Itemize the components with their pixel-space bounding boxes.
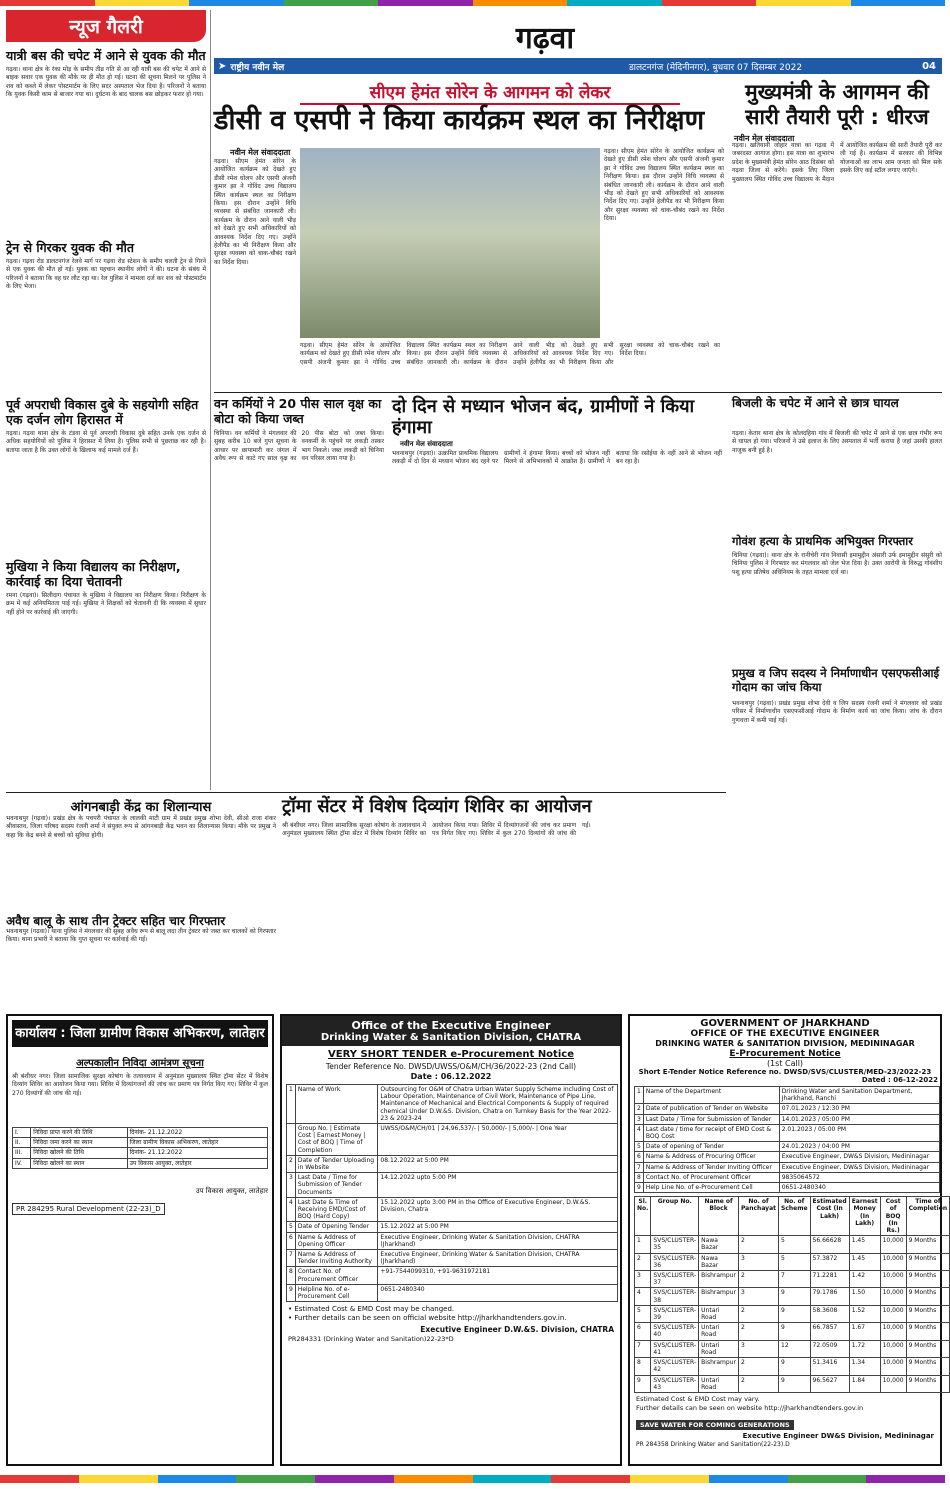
chatra-row-cell: Name of Work bbox=[295, 1085, 378, 1124]
jh-group-row-cell: 5 bbox=[635, 1305, 651, 1322]
latehar-row-cell: I. bbox=[13, 1128, 31, 1138]
camp-title: ट्रॉमा सेंटर में विशेष दिव्यांग शिविर का आयोजन bbox=[282, 796, 592, 817]
jh-group-row-cell: 9 Months bbox=[906, 1271, 950, 1288]
jh-info-row-cell: 5 bbox=[635, 1142, 644, 1152]
jh-info-row-cell: 3 bbox=[635, 1114, 644, 1124]
jh-group-row bbox=[635, 1253, 950, 1270]
gowansh-title: गोवंश हत्या के प्राथमिक अभियुक्त गिरफ्तार bbox=[732, 534, 913, 548]
jh-info-row-cell: Executive Engineer, DW&S Division, Medininagar bbox=[779, 1152, 939, 1162]
jh-info-row-cell: 07.01.2023 / 12:30 PM bbox=[779, 1104, 939, 1114]
jh-info-row-cell: 24.01.2023 / 04:00 PM bbox=[779, 1142, 939, 1152]
jh-group-row-cell: 2 bbox=[738, 1375, 778, 1392]
top-color-strip bbox=[0, 0, 945, 6]
latehar-row-cell: III. bbox=[13, 1148, 31, 1158]
jh-group-row-cell: 10,000 bbox=[880, 1305, 906, 1322]
jh-group-row-cell: 2 bbox=[738, 1358, 778, 1375]
latehar-row-cell: जिला ग्रामीण विकास अभिकरण, लातेहार bbox=[127, 1138, 267, 1148]
jh-info-row bbox=[635, 1124, 940, 1141]
jh-info-row bbox=[635, 1172, 940, 1182]
latehar-row bbox=[13, 1138, 268, 1148]
latehar-row-cell: निविदा खोलने की तिथि bbox=[31, 1148, 127, 1158]
main-byline: नवीन मेल संवाददाता bbox=[230, 148, 291, 157]
gowansh-body: चिनिया (गढ़वा)। थाना क्षेत्र के रानीचेरी गांव निवासी इमामुद्दीन अंसारी उर्फ इमामुद्दीन संसुरी को चिनिया पुलिस ने गिरफ्तार कर मंगलवार को जेल भेज दिया है। उक्त आरोपी के विरुद्ध गोवंशीय पशु हत्या प्रतिषेध अधिनियम के तहत मामला दर्ज था। bbox=[732, 552, 942, 576]
jh-group-row-cell: 1.67 bbox=[849, 1323, 880, 1340]
jh-group-row-cell: 10,000 bbox=[880, 1253, 906, 1270]
jh-info-row-cell: 4 bbox=[635, 1124, 644, 1141]
chatra-row-cell: 5 bbox=[287, 1222, 296, 1232]
latehar-intro: श्री बंशीधर नगर। जिला सामाजिक सुरक्षा कोषांग के तत्वावधान में अनुमंडल मुख्यालय स्थित ट्रॉमा सेंटर में विशेष दिव्यांग शिविर का आयोजन किया गया। शिविर में दिव्यांगजनों की जांच कर प्रमाण पत्र निर्गत किए गए। शिविर में कुल 270 दिव्यांगों की जांच की गई। bbox=[12, 1073, 268, 1097]
jh-group-row-cell: 1.72 bbox=[849, 1340, 880, 1357]
jh-group-row-cell: 1.45 bbox=[849, 1236, 880, 1253]
latehar-row bbox=[13, 1148, 268, 1158]
story-bus-title: यात्री बस की चपेट में आने से युवक की मौत bbox=[6, 48, 206, 63]
jh-group-row-cell: 9 bbox=[779, 1305, 811, 1322]
chatra-ref: Tender Reference No. DWSD/UWSS/O&M/CH/36/2022-23 (2nd Call) bbox=[325, 1062, 577, 1071]
jh-group-row bbox=[635, 1375, 950, 1392]
jh-sign: Executive Engineer DW&S Division, Medininagar bbox=[742, 1431, 934, 1440]
jh-group-row-cell: 6 bbox=[635, 1323, 651, 1340]
jh-group-row bbox=[635, 1323, 950, 1340]
jh-group-row-cell: 9 bbox=[779, 1358, 811, 1375]
jh-info-row-cell: Date of opening of Tender bbox=[643, 1142, 779, 1152]
jh-group-row-cell: 3 bbox=[738, 1340, 778, 1357]
jh-call: (1st Call) bbox=[766, 1059, 804, 1068]
jh-date: Dated : 06-12-2022 bbox=[861, 1076, 938, 1084]
story-mukhiya-body: रमना (गढ़वा)। सिलीदाग पंचायत के मुखिया ने विद्यालय का निरीक्षण किया। निरीक्षण के क्रम में कई अनियमितता पाई गई। मुखिया ने शिक्षकों को चेतावनी दी कि व्यवस्था में सुधार नहीं होने पर कार्रवाई की जाएगी। bbox=[6, 592, 206, 616]
jh-header bbox=[630, 1016, 940, 1084]
chatra-row-cell: 14.12.2022 upto 5:00 PM bbox=[378, 1173, 618, 1198]
jh-group-row-cell: 57.3872 bbox=[810, 1253, 849, 1270]
inspection-photo bbox=[300, 148, 600, 338]
chatra-row bbox=[287, 1267, 618, 1284]
chatra-foot2: • Further details can be seen on official website http://jharkhandtenders.gov.in. bbox=[288, 1314, 567, 1323]
jh-group-row bbox=[635, 1305, 950, 1322]
jh-group-row-cell: 10,000 bbox=[880, 1271, 906, 1288]
story-bus-body: गढ़वा। थाना क्षेत्र के रंका मोड़ के समीप तीव्र गति से आ रही यात्री बस की चपेट में आने से बाइक सवार एक युवक की मौके पर ही मौत हो गई। घटना की सूचना मिलने पर पुलिस ने शव को कब्जे में लेकर पोस्टमार्टम के लिए सदर अस्पताल भेज दिया है। परिजनों ने बताया कि युवक किसी काम से बाजार गया था। दुर्घटना के बाद चालक बस छोड़कर फरार हो गया। bbox=[6, 66, 206, 99]
chatra-row-cell: 6 bbox=[287, 1232, 296, 1249]
chatra-row-cell: Outsourcing for O&M of Chatra Urban Water Supply Scheme including Cost of Labour Operation, Maintenance of Civil Work, Maintenance of Pipe Line, Maintenance of Mechanical and Electrical Components & Supply of required chemical Under D.W.&S. Division, Chatra on Turnkey Basis for the Year 2022-23 & 2023-24 bbox=[378, 1085, 618, 1124]
jh-group-header: Time of Completion bbox=[906, 1197, 950, 1236]
meal-title: दो दिन से मध्यान भोजन बंद, ग्रामीणों ने किया हंगामा bbox=[392, 396, 695, 438]
latehar-title: कार्यालय : जिला ग्रामीण विकास अभिकरण, लातेहार bbox=[12, 1020, 268, 1047]
latehar-row-cell: II. bbox=[13, 1138, 31, 1148]
jh-info-row-cell: Help Line No. of e-Procurement Cell bbox=[643, 1183, 779, 1193]
chatra-pr: PR284331 (Drinking Water and Sanitation)22-23*D bbox=[288, 1335, 454, 1344]
chatra-row-cell: 08.12.2022 at 5:00 PM bbox=[378, 1155, 618, 1172]
story-mukhiya-title: मुखिया ने किया विद्यालय का निरीक्षण, कार्रवाई का दिया चेतावनी bbox=[6, 559, 181, 589]
story-vikas-title: पूर्व अपराधी विकास दुबे के सहयोगी सहित एक दर्जन लोग हिरासत में bbox=[6, 397, 199, 427]
latehar-row bbox=[13, 1158, 268, 1168]
jh-group-row-cell: 1.84 bbox=[849, 1375, 880, 1392]
jh-group-row-cell: Bishrampur bbox=[699, 1358, 739, 1375]
jh-group-row-cell: 10,000 bbox=[880, 1323, 906, 1340]
jh-group-row-cell: Untari Road bbox=[699, 1340, 739, 1357]
latehar-row-cell: IV. bbox=[13, 1158, 31, 1168]
chatra-title1: Office of the Executive Engineer bbox=[351, 1019, 551, 1032]
story-train-title: ट्रेन से गिरकर युवक की मौत bbox=[6, 240, 135, 255]
jh-group-row-cell: 1.45 bbox=[849, 1253, 880, 1270]
chatra-sign: Executive Engineer D.W.&S. Division, CHATRA bbox=[420, 1325, 614, 1335]
jh-info-row bbox=[635, 1087, 940, 1104]
jh-group-row-cell: 10,000 bbox=[880, 1236, 906, 1253]
jh-foot1: Estimated Cost & EMD Cost may vary. bbox=[636, 1394, 760, 1403]
chatra-row bbox=[287, 1155, 618, 1172]
jh-info-row-cell: 1 bbox=[635, 1087, 644, 1104]
chatra-row-cell: Name & Address of Tender Inviting Authority bbox=[295, 1250, 378, 1267]
chatra-row-cell: 15.12.2022 at 5:00 PM bbox=[378, 1222, 618, 1232]
jh-group-row-cell: 58.3608 bbox=[810, 1305, 849, 1322]
chatra-row-cell: 4 bbox=[287, 1197, 296, 1222]
brand-logo-icon: ➤ bbox=[218, 60, 227, 72]
chatra-row bbox=[287, 1222, 618, 1232]
jh-group-row-cell: 9 bbox=[779, 1288, 811, 1305]
jh-group-row-cell: SVS/CLUSTER-38 bbox=[651, 1288, 699, 1305]
chatra-row-cell: 3 bbox=[287, 1173, 296, 1198]
latehar-row-cell: निविदा जमा करने का स्थान bbox=[31, 1138, 127, 1148]
jh-group-row-cell: Nawa Bazar bbox=[699, 1236, 739, 1253]
chatra-row-cell: 7 bbox=[287, 1250, 296, 1267]
jh-save: SAVE WATER FOR COMING GENERATIONS bbox=[636, 1420, 794, 1430]
jh-group-row-cell: 3 bbox=[738, 1253, 778, 1270]
jh-info-row bbox=[635, 1142, 940, 1152]
jh-group-row-cell: SVS/CLUSTER-36 bbox=[651, 1253, 699, 1270]
jh-group-row-cell: SVS/CLUSTER-37 bbox=[651, 1271, 699, 1288]
godown-title: प्रमुख व जिप सदस्य ने निर्माणाधीन एसएफसीआई गोदाम का जांच किया bbox=[732, 666, 940, 694]
chatra-row bbox=[287, 1197, 618, 1222]
right-body: गढ़वा। खतियानी जोहार यात्रा का गढ़वा में जबरदस्त आगाज होगा। इस यात्रा का शुभारंभ प्रदेश के मुख्यमंत्री हेमंत सोरेन आठ दिसंबर को गढ़वा जिला से करेंगे। इसके लिए जिला मुख्यालय स्थित गोविंद उच्च विद्यालय के मैदान में आयोजित कार्यक्रम की सारी तैयारी पूरी कर ली गई है। कार्यक्रम में सरकार की विभिन्न योजनाओं का लाभ आम जनता को मिल सके इसके लिए कई स्टॉल लगाए जाएंगे। bbox=[732, 142, 942, 183]
story-train-body: गढ़वा। गढ़वा रोड डालटनगंज रेलवे मार्ग पर गढ़वा रोड स्टेशन के समीप चलती ट्रेन से गिरने से एक युवक की मौत हो गई। युवक का पहचान स्थानीय लोगों ने की। घटना के संबंध में परिजनों ने बताया कि वह घर लौट रहा था। रेल पुलिस ने मामला दर्ज कर शव को पोस्टमार्टम के लिए भेजा। bbox=[6, 258, 206, 291]
jh-info-row-cell: 2 bbox=[635, 1104, 644, 1114]
jh-group-header: Sl. No. bbox=[635, 1197, 651, 1236]
jh-group-row-cell: 5 bbox=[779, 1253, 811, 1270]
latehar-sub: अल्पकालीन निविदा आमंत्रण सूचना bbox=[76, 1058, 204, 1069]
jh-group-row-cell: 1.52 bbox=[849, 1305, 880, 1322]
chatra-notice bbox=[280, 1014, 622, 1466]
jh-group-row-cell: 9 bbox=[779, 1375, 811, 1392]
jh-group-header: Cost of BOQ (In Rs.) bbox=[880, 1197, 906, 1236]
jh-group-row-cell: 2 bbox=[738, 1236, 778, 1253]
chatra-row-cell: 2 bbox=[287, 1155, 296, 1172]
jh-group-row-cell: SVS/CLUSTER-39 bbox=[651, 1305, 699, 1322]
chatra-row-cell: Executive Engineer, Drinking Water & Sanitation Division, CHATRA (Jharkhand) bbox=[378, 1250, 618, 1267]
jh-office: OFFICE OF THE EXECUTIVE ENGINEER bbox=[690, 1029, 880, 1039]
chatra-row bbox=[287, 1085, 618, 1124]
jh-group-row-cell: Untari Road bbox=[699, 1305, 739, 1322]
latehar-row-cell: दिनांक- 21.12.2022 bbox=[127, 1128, 267, 1138]
divider-2 bbox=[6, 792, 726, 793]
brand-name: राष्ट्रीय नवीन मेल bbox=[230, 62, 285, 73]
column-divider bbox=[210, 10, 211, 790]
jh-group-row-cell: 9 Months bbox=[906, 1236, 950, 1253]
jh-group-row-cell: 7 bbox=[635, 1340, 651, 1357]
jh-group-row-cell: 2 bbox=[738, 1323, 778, 1340]
chatra-row-cell: 0651-2480340 bbox=[378, 1284, 618, 1301]
jh-foot2: Further details can be seen on website http://jharkhandtenders.gov.in bbox=[636, 1403, 864, 1412]
chatra-row bbox=[287, 1250, 618, 1267]
jh-group-row-cell: Nawa Bazar bbox=[699, 1253, 739, 1270]
chatra-row bbox=[287, 1284, 618, 1301]
chatra-row-cell: Date of Opening Tender bbox=[295, 1222, 378, 1232]
chatra-row-cell: Contact No. of Procurement Officer bbox=[295, 1267, 378, 1284]
jh-group-row-cell: Untari Road bbox=[699, 1323, 739, 1340]
latehar-row-cell: निविदा खोलने का स्थान bbox=[31, 1158, 127, 1168]
jh-group-row-cell: 9 Months bbox=[906, 1358, 950, 1375]
anganwadi-title: आंगनबाड़ी केंद्र का शिलान्यास bbox=[70, 800, 212, 815]
jh-info-row-cell: 14.01.2023 / 05:00 PM bbox=[779, 1114, 939, 1124]
jh-info-row-cell: Drinking Water and Sanitation Department, Jharkhand, Ranchi bbox=[779, 1087, 939, 1104]
jh-group-row-cell: SVS/CLUSTER-40 bbox=[651, 1323, 699, 1340]
jh-group-row-cell: 1 bbox=[635, 1236, 651, 1253]
latehar-row-cell: निविदा प्राप्त करने की तिथि bbox=[31, 1128, 127, 1138]
jh-group-row-cell: 9 Months bbox=[906, 1288, 950, 1305]
jh-group-row-cell: 9 Months bbox=[906, 1340, 950, 1357]
jh-group-row-cell: 9 bbox=[779, 1323, 811, 1340]
jh-info-row-cell: Last date / time for receipt of EMD Cost & BOQ Cost bbox=[643, 1124, 779, 1141]
jh-group-row bbox=[635, 1236, 950, 1253]
jh-pr: PR 284358 Drinking Water and Sanitation(22-23).D bbox=[636, 1440, 790, 1448]
jh-group-row-cell: SVS/CLUSTER-41 bbox=[651, 1340, 699, 1357]
latehar-table bbox=[12, 1127, 268, 1169]
jh-info-row-cell: 9835064572 bbox=[779, 1172, 939, 1182]
jh-info-row-cell: Contact No. of Procurement Officer bbox=[643, 1172, 779, 1182]
jharkhand-notice bbox=[628, 1014, 948, 1466]
main-body-side: गढ़वा। सीएम हेमंत सोरेन के आयोजित कार्यक्रम को देखते हुए डीसी रमेश घोलप और एसपी अंजनी कुमार झा ने गोविंद उच्च विद्यालय स्थित कार्यक्रम स्थल का निरीक्षण किया। इस दौरान उन्होंने विधि व्यवस्था से संबंधित जानकारी ली। कार्यक्रम के दौरान आने वाली भीड़ को देखते हुए सभी अधिकारियों को आवश्यक निर्देश दिए गए। उन्होंने हेलीपैड का भी निरीक्षण किया और सुरक्षा व्यवस्था को चाक-चौबंद रखने का निर्देश दिया। bbox=[604, 148, 724, 223]
jh-group-row-cell: SVS/CLUSTER-35 bbox=[651, 1236, 699, 1253]
chatra-row-cell: UWSS/O&M/CH/01 | 24,96,537/- | 50,000/- | 5,000/- | One Year bbox=[378, 1124, 618, 1156]
jh-info-row bbox=[635, 1162, 940, 1172]
godown-body: भवनाथपुर (गढ़वा)। प्रखंड प्रमुख शोभा देवी व जिप सदस्य रंजनी शर्मा ने मंगलवार को प्रखंड परिसर में निर्माणाधीन एसएफसीआई गोदाम के निर्माण कार्य का जांच किया। जांच के दौरान गुणवत्ता में कमी पाई गई। bbox=[732, 700, 942, 724]
tree-title: वन कर्मियों ने 20 पीस साल वृक्ष का बोटा को किया जब्त bbox=[214, 396, 382, 426]
jh-group-row-cell: 9 bbox=[635, 1375, 651, 1392]
chatra-title2: Drinking Water & Sanitation Division, CHATRA bbox=[320, 1032, 582, 1043]
jh-group-row-cell: 66.7857 bbox=[810, 1323, 849, 1340]
jh-group-row-cell: 2 bbox=[635, 1253, 651, 1270]
jh-group-row-cell: 56.66628 bbox=[810, 1236, 849, 1253]
jh-info-table bbox=[634, 1086, 940, 1193]
jh-group-row-cell: 3 bbox=[738, 1288, 778, 1305]
chatra-row-cell: 1 bbox=[287, 1085, 296, 1124]
jh-info-row-cell: Last Date / Time for Submission of Tender bbox=[643, 1114, 779, 1124]
divider-1 bbox=[214, 392, 942, 393]
camp-body: श्री बंशीधर नगर। जिला सामाजिक सुरक्षा कोषांग के तत्वावधान में अनुमंडल मुख्यालय स्थित ट्रॉमा सेंटर में विशेष दिव्यांग शिविर का आयोजन किया गया। शिविर में दिव्यांगजनों की जांच कर प्रमाण पत्र निर्गत किए गए। शिविर में कुल 270 दिव्यांगों की जांच की गई। bbox=[282, 822, 591, 838]
tree-body: चिनिया। वन कर्मियों ने मंगलवार की सुबह करीब 10 बजे गुप्त सूचना के आधार पर छापामारी कर जंगल में अवैध रूप से काटे गए साल वृक्ष का 20 पीस बोटा को जब्त किया। वनकर्मी के पहुंचने पर लकड़ी तस्कर भाग निकले। जब्त लकड़ी को चिनिया वन परिसर लाया गया है। bbox=[214, 430, 384, 463]
masthead: गढ़वा bbox=[515, 21, 575, 56]
jh-group-row-cell: Untari Road bbox=[699, 1375, 739, 1392]
chatra-row-cell: Date of Tender Uploading in Website bbox=[295, 1155, 378, 1172]
jh-group-header: No. of Panchayat bbox=[738, 1197, 778, 1236]
story-vikas-body: गढ़वा। गढ़वा थाना क्षेत्र के टंडवा से पूर्व अपराधी विकास दुबे सहित उनके एक दर्जन से अधिक सहयोगियों को पुलिस ने हिरासत में लिया है। पुलिस सभी से पूछताछ कर रही है। बताया जाता है कि उक्त लोगों के खिलाफ कई मामले दर्ज हैं। bbox=[6, 430, 206, 454]
latehar-notice bbox=[6, 1014, 274, 1466]
jh-group-row-cell: SVS/CLUSTER-43 bbox=[651, 1375, 699, 1392]
chatra-row-cell: Last Date & Time of Receiving EMD/Cost of BOQ (Hard Copy) bbox=[295, 1197, 378, 1222]
jh-group-header: Estimated Cost (In Lakh) bbox=[810, 1197, 849, 1236]
jh-group-row-cell: 10,000 bbox=[880, 1358, 906, 1375]
dateline: डालटनगंज (मेदिनीनगर), बुधवार 07 दिसम्बर 2022 bbox=[628, 62, 803, 73]
latehar-sign: उप विकास आयुक्त, लातेहार bbox=[195, 1186, 268, 1195]
latehar-ref: PR 284295 Rural Development (22-23)_D bbox=[12, 1203, 165, 1215]
jh-group-header: No. of Scheme bbox=[779, 1197, 811, 1236]
jh-info-row bbox=[635, 1183, 940, 1193]
chatra-foot1: • Estimated Cost & EMD Cost may be changed. bbox=[288, 1305, 455, 1314]
chatra-row-cell: Executive Engineer, Drinking Water & Sanitation Division, CHATRA (Jharkhand) bbox=[378, 1232, 618, 1249]
chatra-date: Date : 06.12.2022 bbox=[410, 1072, 492, 1081]
meal-byline: नवीन मेल संवाददाता bbox=[400, 440, 453, 448]
jh-group-row-cell: 10,000 bbox=[880, 1340, 906, 1357]
electric-title: बिजली के चपेट में आने से छात्र घायल bbox=[732, 396, 899, 410]
jh-info-row-cell: Name & Address of Procuring Officer bbox=[643, 1152, 779, 1162]
jh-info-row-cell: 7 bbox=[635, 1162, 644, 1172]
chatra-table bbox=[286, 1084, 618, 1302]
chatra-row-cell: Group No. | Estimate Cost | Earnest Money | Cost of BOQ | Time of Completion bbox=[295, 1124, 378, 1156]
main-kicker: सीएम हेमंत सोरेन के आगमन को लेकर bbox=[300, 80, 680, 105]
jh-info-row-cell: 0651-2480340 bbox=[779, 1183, 939, 1193]
jh-info-row bbox=[635, 1152, 940, 1162]
jh-info-row bbox=[635, 1114, 940, 1124]
jh-group-row-cell: 9 Months bbox=[906, 1323, 950, 1340]
jh-group-row-cell: 4 bbox=[635, 1288, 651, 1305]
chatra-row-cell: Name & Address of Opening Officer bbox=[295, 1232, 378, 1249]
jh-group-header: Name of Block bbox=[699, 1197, 739, 1236]
chatra-row-cell: +91-7544099310, +91-9631972181 bbox=[378, 1267, 618, 1284]
jh-info-row-cell: 2.01.2023 / 05:00 PM bbox=[779, 1124, 939, 1141]
jh-group-row-cell: 9 Months bbox=[906, 1253, 950, 1270]
jh-info-row-cell: Executive Engineer, DW&S Division, Medininagar bbox=[779, 1162, 939, 1172]
chatra-row bbox=[287, 1124, 618, 1156]
jh-div: DRINKING WATER & SANITATION DIVISION, MEDININAGAR bbox=[655, 1039, 915, 1048]
jh-info-row-cell: 6 bbox=[635, 1152, 644, 1162]
jh-group-row-cell: 1.42 bbox=[849, 1271, 880, 1288]
jh-info-row bbox=[635, 1104, 940, 1114]
main-headline: डीसी व एसपी ने किया कार्यक्रम स्थल का निरीक्षण bbox=[214, 105, 705, 136]
jh-group-row bbox=[635, 1271, 950, 1288]
chatra-row bbox=[287, 1173, 618, 1198]
chatra-row-cell: Last Date / Time for Submission of Tender Documents bbox=[295, 1173, 378, 1198]
jh-group-row-cell: 79.1786 bbox=[810, 1288, 849, 1305]
jh-gov: GOVERNMENT OF JHARKHAND bbox=[700, 1018, 870, 1029]
right-headline: मुख्यमंत्री के आगमन की सारी तैयारी पूरी : धीरज bbox=[745, 80, 929, 129]
chatra-row-cell: 8 bbox=[287, 1267, 296, 1284]
chatra-row-cell: 15.12.2022 upto 3:00 PM in the Office of Executive Engineer, D.W.&S. Division, Chatra bbox=[378, 1197, 618, 1222]
anganwadi-body: भवनाथपुर (गढ़वा)। प्रखंड क्षेत्र के पचपरी पंचायत के लालकी माटी ग्राम में प्रखंड प्रमुख शोभा देवी, सीओ राजा शंकर श्रीवास्तव, जिला परिषद सदस्य रंजनी शर्मा ने संयुक्त रूप से आंगनबाड़ी केंद्र भवन का शिलान्यास किया। मौके पर प्रमुख ने कहा कि केंद्र बनने से बच्चों को सुविधा होगी। bbox=[6, 815, 276, 839]
chatra-notice-title: VERY SHORT TENDER e-Procurement Notice bbox=[328, 1049, 574, 1060]
chatra-row-cell: 9 bbox=[287, 1284, 296, 1301]
jh-group-row-cell: 1.34 bbox=[849, 1358, 880, 1375]
jh-group-row-cell: 96.5627 bbox=[810, 1375, 849, 1392]
chatra-header bbox=[282, 1016, 620, 1046]
jh-group-row-cell: 10,000 bbox=[880, 1288, 906, 1305]
jh-group-row-cell: 72.0509 bbox=[810, 1340, 849, 1357]
jh-info-row-cell: Name & Address of Tender Inviting Officer bbox=[643, 1162, 779, 1172]
sand-body: भवनाथपुर (गढ़वा)। थाना पुलिस ने मंगलवार की सुबह अवैध रूप से बालू लदा तीन ट्रेक्टर को जब्त कर चालकों को गिरफ्तार किया। थाना प्रभारी ने बताया कि गुप्त सूचना पर कार्रवाई की गई। bbox=[6, 928, 276, 944]
jh-group-row bbox=[635, 1288, 950, 1305]
electric-body: गढ़वा। केतार थाना क्षेत्र के कोलदहिया गांव में बिजली की चपेट में आने से एक छात्र गंभीर रूप से घायल हो गया। परिजनों ने उसे इलाज के लिए अस्पताल में भर्ती कराया है जहां उसकी हालत नाजुक बनी हुई है। bbox=[732, 430, 942, 454]
jh-group-row-cell: 9 Months bbox=[906, 1375, 950, 1392]
header-bar bbox=[214, 58, 942, 74]
chatra-row bbox=[287, 1232, 618, 1249]
jh-group-row-cell: Bishrampur bbox=[699, 1271, 739, 1288]
jh-group-row-cell: 12 bbox=[779, 1340, 811, 1357]
chatra-row-cell bbox=[287, 1124, 296, 1156]
chatra-row-cell: Helpline No. of e-Procurement Cell bbox=[295, 1284, 378, 1301]
meal-body: भवनाथपुर (गढ़वा)। उत्क्रमित प्राथमिक विद्यालय लकड़ी में दो दिन से मध्यान भोजन बंद रहने पर ग्रामीणों ने हंगामा किया। बच्चों को भोजन नहीं मिलने से अभिभावकों में आक्रोश है। ग्रामीणों ने बताया कि रसोईया के नहीं आने से भोजन नहीं बन रहा है। bbox=[392, 450, 722, 466]
jh-info-row-cell: 8 bbox=[635, 1172, 644, 1182]
jh-info-row-cell: Name of the Department bbox=[643, 1087, 779, 1104]
latehar-row-cell: दिनांक- 21.12.2022 bbox=[127, 1148, 267, 1158]
jh-group-row-cell: Bishrampur bbox=[699, 1288, 739, 1305]
jh-group-row-cell: 3 bbox=[635, 1271, 651, 1288]
jh-group-row-cell: 9 Months bbox=[906, 1305, 950, 1322]
main-body: गढ़वा। सीएम हेमंत सोरेन के आयोजित कार्यक्रम को देखते हुए डीसी रमेश घोलप और एसपी अंजनी कुमार झा ने गोविंद उच्च विद्यालय स्थित कार्यक्रम स्थल का निरीक्षण किया। इस दौरान उन्होंने विधि व्यवस्था से संबंधित जानकारी ली। कार्यक्रम के दौरान आने वाली भीड़ को देखते हुए सभी अधिकारियों को आवश्यक निर्देश दिए गए। उन्होंने हेलीपैड का भी निरीक्षण किया और सुरक्षा व्यवस्था को चाक-चौबंद रखने का निर्देश दिया। bbox=[214, 158, 296, 266]
jh-group-row-cell: 71.2281 bbox=[810, 1271, 849, 1288]
jh-group-row-cell: 8 bbox=[635, 1358, 651, 1375]
sand-title: अवैध बालू के साथ तीन ट्रेक्टर सहित चार गिरफ्तार bbox=[6, 914, 226, 928]
jh-group-header: Group No. bbox=[651, 1197, 699, 1236]
gallery-title: न्यूज गैलरी bbox=[6, 10, 206, 42]
jh-group-row-cell: 2 bbox=[738, 1305, 778, 1322]
jh-group-row-cell: 5 bbox=[779, 1236, 811, 1253]
news-gallery-column bbox=[6, 10, 206, 790]
jh-group-row-cell: 51.3416 bbox=[810, 1358, 849, 1375]
jh-group-header: Earnest Money (In Lakh) bbox=[849, 1197, 880, 1236]
latehar-row-cell: उप विकास आयुक्त, लातेहार bbox=[127, 1158, 267, 1168]
jh-notice-title: E-Procurement Notice bbox=[729, 1049, 841, 1059]
jh-info-row-cell: Date of publication of Tender on Website bbox=[643, 1104, 779, 1114]
jh-group-row bbox=[635, 1340, 950, 1357]
jh-group-row bbox=[635, 1358, 950, 1375]
latehar-row bbox=[13, 1128, 268, 1138]
jh-group-table bbox=[634, 1196, 950, 1393]
jh-group-row-cell: 1.50 bbox=[849, 1288, 880, 1305]
jh-group-row-cell: 7 bbox=[779, 1271, 811, 1288]
jh-info-row-cell: 9 bbox=[635, 1183, 644, 1193]
page-number: 04 bbox=[922, 60, 936, 72]
right-byline: नवीन मेल संवाददाता bbox=[734, 134, 795, 143]
jh-group-row-cell: 2 bbox=[738, 1271, 778, 1288]
jh-group-row-cell: SVS/CLUSTER-42 bbox=[651, 1358, 699, 1375]
jh-ref: Short E-Tender Notice Reference no. DWSD/SVS/CLUSTER/MED-23/2022-23 bbox=[638, 1068, 932, 1076]
jh-group-row-cell: 10,000 bbox=[880, 1375, 906, 1392]
main-body-cont: गढ़वा। सीएम हेमंत सोरेन के आयोजित कार्यक्रम को देखते हुए डीसी रमेश घोलप और एसपी अंजनी कुमार झा ने गोविंद उच्च विद्यालय स्थित कार्यक्रम स्थल का निरीक्षण किया। इस दौरान उन्होंने विधि व्यवस्था से संबंधित जानकारी ली। कार्यक्रम के दौरान आने वाली भीड़ को देखते हुए सभी अधिकारियों को आवश्यक निर्देश दिए गए। उन्होंने हेलीपैड का भी निरीक्षण किया और सुरक्षा व्यवस्था को चाक-चौबंद रखने का निर्देश दिया। bbox=[300, 342, 720, 366]
bottom-color-strip bbox=[0, 1475, 945, 1483]
